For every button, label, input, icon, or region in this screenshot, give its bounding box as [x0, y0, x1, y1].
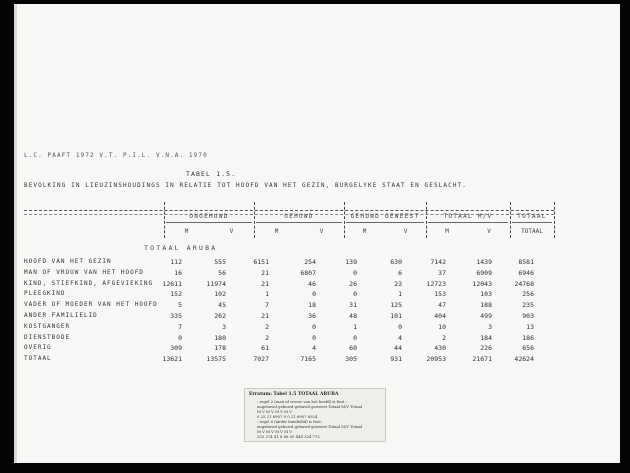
erratum-line: 335 274 41 6 66 50 448 324 772: [257, 434, 320, 439]
table-cell: 60: [349, 344, 357, 353]
table-cell: 178: [214, 344, 226, 353]
table-cell: 262: [214, 312, 226, 320]
row-label: KIND, STIEFKIND, AFGEVIEKING: [24, 279, 154, 287]
table-cell: 188: [480, 301, 492, 310]
table-cell: 254: [304, 258, 316, 266]
column-group-label: ONGEHUWD: [189, 213, 229, 220]
table-cell: 21671: [472, 355, 492, 364]
table-cell: 21: [261, 312, 269, 320]
table-cell: 2: [442, 333, 446, 342]
table-cell: 56: [218, 268, 226, 277]
row-label: TOTAAL: [24, 355, 52, 363]
row-label: VADER OF MOEDER VAN HET HOOFD: [24, 301, 158, 309]
table-cell: 305: [345, 355, 357, 364]
table-cell: 12043: [472, 279, 492, 288]
row-label: MAN OF VROUW VAN HET HOOFD: [24, 268, 144, 276]
table-cell: 0: [312, 322, 316, 331]
table-cell: 152: [170, 290, 182, 299]
table-cell: 499: [480, 312, 492, 320]
row-label: PLEEGKIND: [24, 290, 66, 298]
table-cell: 903: [522, 312, 534, 320]
table-cell: 7: [265, 301, 269, 310]
table-cell: 48: [349, 312, 357, 320]
column-group-rule: [428, 222, 508, 223]
table-top-rule: [24, 210, 554, 211]
table-cell: 31: [349, 301, 357, 310]
column-sub-label: M: [445, 228, 449, 235]
table-cell: 6909: [476, 268, 492, 277]
table-cell: 186: [522, 333, 534, 342]
column-sub-label: M: [184, 228, 189, 235]
row-label: ANDER FAMILIELID: [24, 312, 98, 319]
table-cell: 10: [438, 322, 446, 331]
table-cell: 0: [353, 333, 357, 342]
erratum-line: M V M V M V M V: [257, 409, 292, 414]
column-group-rule: [512, 222, 552, 223]
erratum-slip: [244, 388, 386, 442]
table-cell: 2: [265, 333, 269, 342]
table-cell: 6151: [253, 258, 269, 266]
table-cell: 13: [526, 322, 534, 331]
table-cell: 6: [398, 268, 402, 277]
section-label: TOTAAL ARUBA: [144, 244, 218, 252]
table-cell: 44: [394, 344, 402, 353]
erratum-line: M V M V M V M V: [257, 429, 292, 434]
erratum-line: 0 25 21 6907 0 0 21 6907 6924: [257, 414, 318, 419]
row-label: DIENSTBODE: [24, 333, 71, 341]
table-cell: 180: [214, 333, 226, 342]
table-cell: 12611: [162, 279, 182, 288]
table-cell: 4: [398, 333, 402, 342]
table-cell: 430: [434, 344, 446, 353]
table-cell: 103: [480, 290, 492, 299]
table-cell: 18: [308, 301, 316, 310]
table-cell: 7165: [300, 355, 316, 364]
table-cell: 21: [261, 268, 269, 277]
table-cell: 184: [480, 333, 492, 342]
table-cell: 1: [398, 290, 402, 299]
table-cell: 37: [438, 268, 446, 277]
table-cell: 42624: [514, 355, 534, 364]
table-cell: 2: [265, 322, 269, 331]
table-cell: 36: [308, 312, 316, 320]
table-cell: 20953: [426, 355, 446, 364]
table-cell: 26: [349, 279, 357, 288]
table-cell: 656: [522, 344, 534, 353]
document-header-line: L.C. PAAFT 1972 V.T. P.I.L. V.N.A. 1970: [24, 152, 208, 159]
erratum-title: Erratum: Tabel 1.5 TOTAAL ARUBA: [249, 392, 339, 397]
table-cell: 12723: [426, 279, 446, 288]
table-cell: 0: [398, 322, 402, 331]
table-cell: 0: [353, 268, 357, 277]
table-cell: 6807: [300, 268, 316, 277]
table-cell: 6946: [518, 268, 534, 277]
table-cell: 555: [214, 258, 226, 266]
row-label: OVERIG: [24, 344, 52, 352]
table-cell: 102: [214, 290, 226, 299]
column-sub-label: V: [319, 228, 324, 235]
column-sub-label: V: [403, 228, 408, 235]
table-cell: 3: [222, 322, 226, 331]
table-cell: 61: [261, 344, 269, 353]
table-cell: 23: [394, 279, 402, 288]
table-cell: 16: [174, 268, 182, 277]
table-cell: 7: [178, 322, 182, 331]
table-cell: 630: [390, 258, 402, 266]
table-cell: 1: [353, 322, 357, 331]
table-cell: 7027: [253, 355, 269, 364]
table-cell: 139: [345, 258, 357, 266]
table-cell: 0: [353, 290, 357, 299]
column-group-label: GEHUWD: [284, 213, 314, 220]
table-cell: 335: [170, 312, 182, 320]
column-sub-label: TOTAAL: [521, 228, 543, 235]
table-cell: 125: [390, 301, 402, 310]
table-cell: 0: [178, 333, 182, 342]
row-label: KOSTGANGER: [24, 322, 71, 330]
table-cell: 47: [438, 301, 446, 310]
column-group-label: TOTAAL M/V: [443, 213, 493, 220]
table-cell: 13575: [206, 355, 226, 364]
table-cell: 0: [312, 333, 316, 342]
table-cell: 0: [312, 290, 316, 299]
column-separator: [554, 202, 555, 238]
table-cell: 931: [390, 355, 402, 364]
table-cell: 404: [434, 312, 446, 320]
table-cell: 153: [434, 290, 446, 299]
column-sub-label: V: [487, 228, 491, 235]
table-cell: 13621: [162, 355, 182, 364]
table-cell: 46: [308, 279, 316, 288]
table-cell: 1439: [476, 258, 492, 266]
table-cell: 3: [488, 322, 492, 331]
column-group-rule: [346, 222, 424, 223]
table-cell: 21: [261, 279, 269, 288]
table-cell: 11974: [206, 279, 226, 288]
table-description: BEVOLKING IN LIEUZINSHOUDINGS IN RELATIE TOT HOOFD VAN HET GEZIN, BURGELYKE STAAT EN GESLACHT.: [24, 182, 467, 189]
table-cell: 226: [480, 344, 492, 353]
table-title: TABEL 1.5.: [186, 170, 237, 178]
column-group-label: GEHUWD GEWEEST: [350, 213, 420, 220]
table-cell: 101: [390, 312, 402, 320]
table-cell: 256: [522, 290, 534, 299]
column-group-rule: [166, 222, 252, 223]
column-group-label: TOTAAL: [517, 213, 547, 220]
document-page: [14, 4, 620, 463]
page-fold-edge: [14, 4, 17, 463]
column-sub-label: M: [274, 228, 279, 235]
table-cell: 4: [312, 344, 316, 353]
table-cell: 45: [218, 301, 226, 310]
table-cell: 1: [265, 290, 269, 299]
table-cell: 8581: [518, 258, 534, 266]
column-group-rule: [256, 222, 342, 223]
table-cell: 24768: [514, 279, 534, 288]
erratum-line: : regel 6 (ander familielid) is fout :: [257, 419, 324, 424]
erratum-line: ongehuwd gehuwd gehuwd geweest Totaal M/V Totaal: [257, 404, 363, 409]
table-cell: 112: [170, 258, 182, 266]
table-cell: 235: [522, 301, 534, 310]
table-cell: 309: [170, 344, 182, 353]
table-cell: 5: [178, 301, 182, 310]
column-sub-label: M: [362, 228, 367, 235]
column-sub-label: V: [229, 228, 234, 235]
erratum-line: : regel 2 (man of vrouw van het hoofd) is fout :: [257, 399, 347, 404]
erratum-line: ongehuwd gehuwd gehuwd geweest Totaal M/V Totaal: [257, 424, 363, 429]
row-label: HOOFD VAN HET GEZIN: [24, 258, 112, 265]
table-cell: 7142: [430, 258, 446, 266]
